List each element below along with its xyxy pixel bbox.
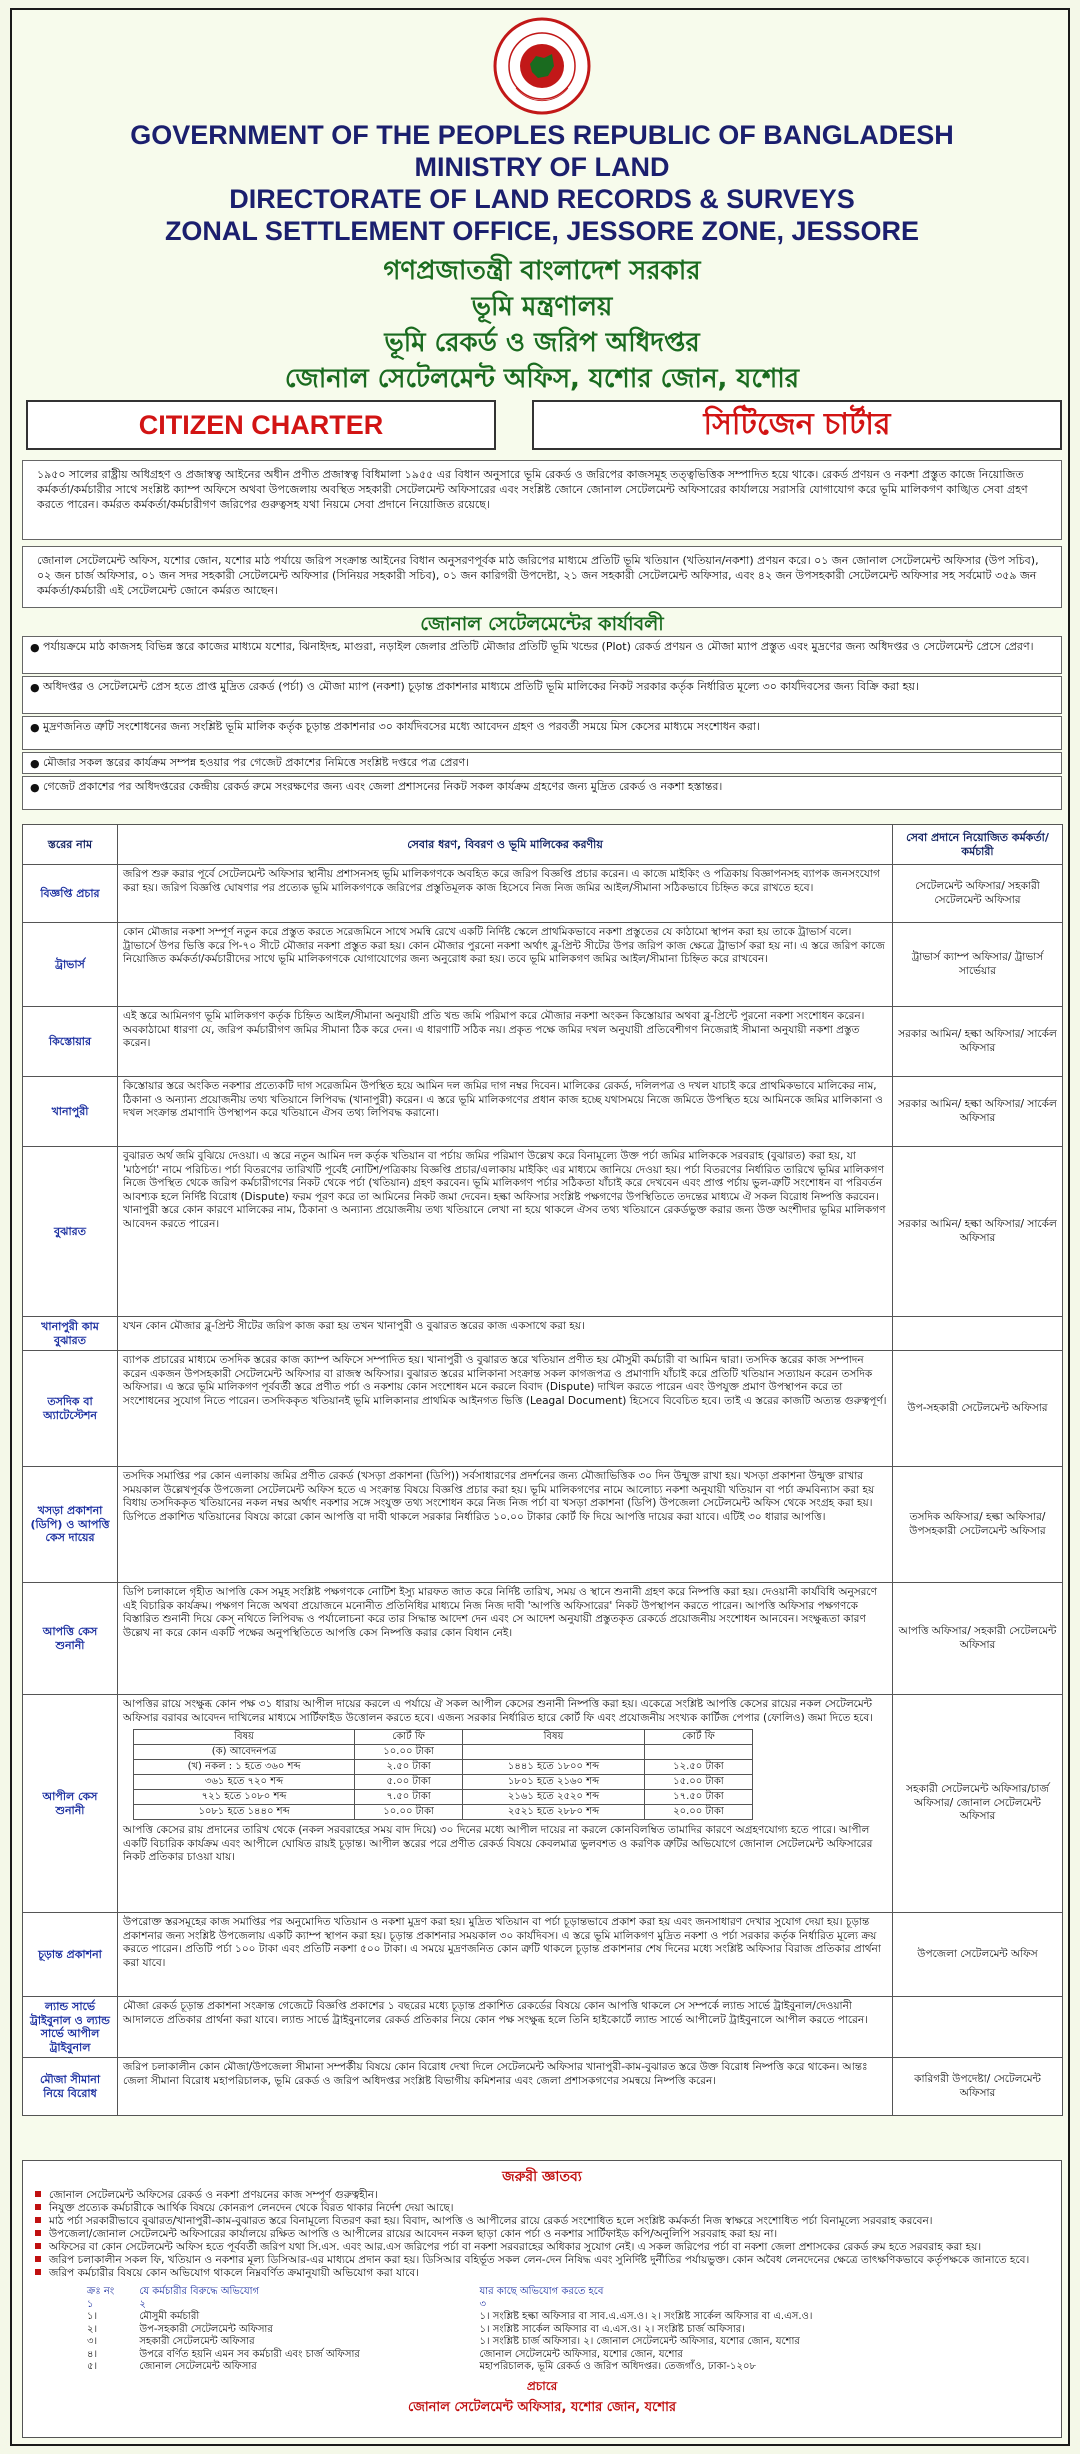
bullet-icon <box>35 2256 41 2262</box>
table-row: খানাপুরী কাম বুঝারত যখন কোন মৌজার ব্লু-প্রিন্ট সীটের জরিপ কাজ করা হয় তখন খানাপুরী ও বুঝারত স্তরের কাজ একসাথে করা হয়। <box>23 1317 1063 1351</box>
col-header-stage: স্তরের নাম <box>23 825 118 865</box>
list-item: জরিপ কর্মচারীর বিষয়ে কোন অভিযোগ থাকলে নিম্নবর্ণিত ক্রমানুযায়ী অভিযোগ করা যাবে। <box>23 2267 1061 2280</box>
fee-table <box>133 1729 753 1820</box>
table-row: ১০৮১ হতে ১৪৪০ শব্দ ১০.০০ টাকা ২৫২১ হতে ২৮৮০ শব্দ ২০.০০ টাকা <box>134 1805 753 1820</box>
list-item: জোনাল সেটেলমেন্ট অফিসের রেকর্ড ও নকশা প্রণয়নের কাজ সম্পূর্ণ গুরুত্বহীন। <box>23 2189 1061 2202</box>
col-header-description: সেবার ধরণ, বিবরণ ও ভূমি মালিকের করণীয় <box>118 825 893 865</box>
table-row: ১। মৌসুমী কর্মচারী ১। সংশ্লিষ্ট হল্কা অফিসার বা সাব.এ.এস.ও। ২। সংশ্লিষ্ট সার্কেল অফিসার বা এ.এস.ও। <box>87 2311 813 2322</box>
table-row: ল্যান্ড সার্ভে ট্রাইবুনাল ও ল্যান্ড সার্ভে আপীল ট্রাইবুনাল মৌজা রেকর্ড চূড়ান্ত প্রকাশনা সংক্রান্ত গেজেটে বিজ্ঞপ্তি প্রকাশের ১ বছরের মধ্যে চূড়ান্ত প্রকাশিত রেকর্ডের বিষয়ে কোন আপত্তি থাকলে সে সম্পর্কে ল্যান্ড সার্ভে ট্রাইবুনাল/দেওয়ানী আদালতে প্রতিকার প্রার্থনা করা যাবে। ল্যান্ড সার্ভে ট্রাইবুনালের রেকর্ড প্রতিকার নিয়ে কোন পক্ষ সংক্ষুব্ধ হলে তিনি হাইকোর্টে ল্যান্ড সার্ভে আপীলেট ট্রাইবুনালে আপীল করতে পারেন। <box>23 1997 1063 2058</box>
table-row: ৪। উপরে বর্ণিত হয়নি এমন সব কর্মচারী এবং চার্জ অফিসার জোনাল সেটেলমেন্ট অফিসার, যশোর জোন, যশোর <box>87 2348 683 2360</box>
fee-col-fee: কোর্ট ফি <box>355 1730 463 1745</box>
citizen-charter-page <box>10 8 1070 2446</box>
table-row: বিজ্ঞপ্তি প্রচার জরিপ শুরু করার পূর্বে সেটেলমেন্ট অফিসার স্থানীয় প্রশাসনসহ ভূমি মালিকগণকে অবহিত করে জরিপ বিজ্ঞপ্তি প্রচার করেন। এ কাজে মাইকিং ও পত্রিকায় বিজ্ঞাপনসহ ব্যাপক জনসংযোগ করা হয়। জরিপ বিজ্ঞপ্তি ঘোষণার পর প্রত্যেক ভূমি মালিকগণকে জরিপের প্রস্তুতিমূলক কাজ হিসেবে নিজ নিজ জমির আইল/সীমানা সঠিকভাবে চিহ্নিত করে রাখতে হবে। সেটেলমেন্ট অফিসার/ সহকারী সেটেলমেন্ট অফিসার <box>23 865 1063 923</box>
fee-col-item-2: বিষয় <box>463 1730 645 1745</box>
table-row: ৫। জোনাল সেটেলমেন্ট অফিসার মহাপরিচালক, ভূমি রেকর্ড ও জরিপ অধিদপ্তর। তেজগাঁও, ঢাকা-১২০৮ <box>87 2361 756 2372</box>
table-row: তসদিক বা অ্যাটেস্টেশন ব্যাপক প্রচারের মাধ্যমে তসদিক স্তরের কাজ ক্যাম্প অফিসে সম্পাদিত হয়। খানাপুরী ও বুঝারত স্তরে খতিয়ান প্রণীত হয় মৌসুমী কর্মচারী বা আমিন দ্বারা। তসদিক স্তরের কাজ সম্পাদন করেন একজন উপসহকারী সেটেলমেন্ট অফিসার বা রাজস্ব অফিসার। বুঝারত স্তরের মালিকানা সংক্রান্ত সকল কাগজপত্র ও প্রমাণাদি যাঁচাই করে প্রতিটি খতিয়ান সত্যায়ন করেন তসদিক অফিসার। এ স্তরে ভূমি মালিকগণ পূর্ববর্তী স্তরে প্রণীত পর্চা ও নকশায় কোন সংশোধন মনে করলে বিবাদ (Dispute) দাখিল করতে পারেন এবং উপযুক্ত প্রমাণ উপস্থাপন করে তা সংশোধনের সুযোগ নিতে পারেন। তসদিককৃত খতিয়ানই ভূমি মালিকানার প্রাথমিক আইনগত ভিত্তি (Leagal Document) হিসেবে বিবেচিত হবে। তাই এ স্তরের কাজটি অত্যন্ত গুরুত্বপূর্ণ। উপ-সহকারী সেটেলমেন্ট অফিসার <box>23 1351 1063 1467</box>
activity-item: ● পর্যায়ক্রমে মাঠ কাজসহ বিভিন্ন স্তরে কাজের মাধ্যমে যশোর, ঝিনাইদহ, মাগুরা, নড়াইল জেলার প্রতিটি মৌজার প্রতিটি ভূমি খন্ডের (Plot) রেকর্ড প্রণয়ন ও মৌজা ম্যাপ প্রস্তুত এবং মুদ্রণের জন্য অধিদপ্তর ও সেটেলমেন্ট প্রেসে প্রেরণ। <box>22 636 1062 674</box>
activity-item: ● গেজেট প্রকাশের পর অধিদপ্তরের কেন্দ্রীয় রেকর্ড রুমে সংরক্ষণের জন্য এবং জেলা প্রশাসনের নিকট সকল কার্যক্রম গ্রহণের জন্য মুদ্রিত রেকর্ড ও নকশা হস্তান্তর। <box>22 776 1062 810</box>
table-row: (ক) আবেদনপত্র ১০.০০ টাকা <box>134 1745 753 1760</box>
table-row: খানাপুরী কিস্তোয়ার স্তরে অংকিত নকশার প্রত্যেকটি দাগ সরেজমিন উপস্থিত হয়ে আমিন দল জমির দাগ নম্বর দিবেন। মালিকের রেকর্ড, দলিলপত্র ও দখল যাচাই করে প্রাথমিকভাবে মালিকের নাম, ঠিকানা ও অন্যান্য প্রয়োজনীয় তথ্য খতিয়ানে লিপিবদ্ধ (খানাপুরী) করেন। এ স্তরে ভূমি মালিকগণের প্রধান কাজ হচ্ছে যথাসময়ে নিজে জমিতে উপস্থিত হয়ে আমিনকে জমির মালিকানা ও দখল সংক্রান্ত প্রমাণাদি উপস্থাপন করে খতিয়ানে ঐসব তথ্য লিপিবদ্ধ করানো। সরকার আমিন/ হল্কা অফিসার/ সার্কেল অফিসার <box>23 1077 1063 1147</box>
list-item: জরিপ চলাকালীন সকল ফি, খতিয়ান ও নকশার মূল্য ডিসিআর-এর মাধ্যমে প্রদান করা হয়। ডিসিআর বহির্ভূত সকল লেন-দেন নিষিদ্ধ এবং সুনির্দিষ্ট দুর্নীতির পর্যায়ভুক্ত। কোন অবৈধ লেনদেনের ক্ষেত্রে তাৎক্ষণিকভাবে কর্তৃপক্ষকে জানাতে হবে। <box>23 2254 1061 2267</box>
intro-paragraph: ১৯৫০ সালের রাষ্ট্রীয় অধিগ্রহণ ও প্রজাস্বত্ব আইনের অধীন প্রণীত প্রজাস্বত্ব বিধিমালা ১৯৫৫ এর বিধান অনুসারে ভূমি রেকর্ড ও জরিপের কাজসমূহ তত্ত্বভিত্তিক সম্পাদিত হয়ে থাকে। রেকর্ড প্রণয়ন ও নকশা প্রস্তুত কাজে নিয়োজিত কর্মকর্তা/কর্মচারীর সাথে সংশ্লিষ্ট ক্যাম্প অফিসে অথবা উপজেলায় অবস্থিত সহকারী সেটেলমেন্ট অফিসারের এবং সংশ্লিষ্ট জোনে জোনাল সেটেলমেন্ট অফিসারের কার্যালয়ে সরাসরি যোগাযোগ করে ভূমি মালিকগণ কাঙ্খিত সেবা গ্রহণ করতে পারেন। কর্মরত কর্মকর্তা/কর্মচারীগণ জরিপের গুরুত্বসহ যথা নিয়মে সেবা প্রদানে নিয়োজিত রয়েছে। <box>22 460 1062 540</box>
title-office: ZONAL SETTLEMENT OFFICE, JESSORE ZONE, JESSORE <box>164 216 920 246</box>
title-ministry-bn: ভূমি মন্ত্রণালয় <box>471 292 613 322</box>
bullet-icon <box>35 2269 41 2275</box>
table-row: আপীল কেস শুনানী আপত্তির রায়ে সংক্ষুব্ধ কোন পক্ষ ৩১ ধারায় আপীল দায়ের করলে এ পর্যায়ে ঐ সকল আপীল কেসের শুনানী নিষ্পত্তি করা হয়। একেত্রে সংশ্লিষ্ট আপত্তি কেসের রায়ের নকল সেটেলমেন্ট অফিসার বরাবর আবেদন দাখিলের মাধ্যমে সার্টিফাইড উত্তোলন করতে হবে। এজন্য সরকার নির্ধারিত হারে কোর্ট ফি এবং প্রযোজনীয় সংখ্যক কার্টিজ পেপার (ফোলিও) জমা দিতে হবে। বিষয় কোর্ট ফি বিষয় কোর্ট ফি (ক) আবেদনপত্র ১০.০০ টাকা (খ) নকল : ১ হতে ৩৬০ শব্দ ২.৫০ টাকা ১৪৪১ হতে ১৮০০ শব্দ ১২.৫০ টাকা ৩৬১ হতে ৭২০ শব্দ ৫.০০ টাকা ১৮০১ হতে ২১৬০ শব্দ ১৫.০০ টাকা ৭২১ হতে ১০৮০ শব্দ ৭.৫০ টাকা ২১৬১ হতে ২৫২০ শব্দ ১৭.৫০ টাকা ১০৮১ হতে ১৪৪০ শব্দ ১০.০০ টাকা ২৫২১ হতে ২৮৮০ শব্দ ২০.০০ টাকা আপত্তি কেসের রায় প্রদানের তারিখ থেকে (নকল সরবরাহের সময় বাদ দিয়ে) ৩০ দিনের মধ্যে আপীল দায়ের না করলে কোনবিলম্বিত তামাদির কারণে অগ্রহণযোগ্য হতে পারে। আপীল একটি বিচারিক কার্যক্রম এবং আপীলে ঘোষিত রায়ই চূড়ান্ত। আপীল স্তরের পরে প্রণীত রেকর্ড বিষয়ে কেবলমাত্র ভুলবশত ও করণিক ত্রুটির অভিযোগে জোনাল সেটেলমেন্ট অফিসারের নিকট প্রতিকার চাওয়া যায়। সহকারী সেটেলমেন্ট অফিসার/চার্জ অফিসার/ জোনাল সেটেলমেন্ট অফিসার <box>23 1695 1063 1913</box>
bullet-icon: ● <box>30 721 40 734</box>
table-row: ২। উপ-সহকারী সেটেলমেন্ট অফিসার ১। সংশ্লিষ্ট সার্কেল অফিসার বা এ.এস.ও। ২। সংশ্লিষ্ট চার্জ অফিসার। <box>87 2323 745 2335</box>
col-header-officer: সেবা প্রদানে নিয়োজিত কর্মকর্তা/কর্মচারী <box>893 825 1063 865</box>
table-row: চূড়ান্ত প্রকাশনা উপরোক্ত স্তরসমূহের কাজ সমাপ্তির পর অনুমোদিত খতিয়ান ও নকশা মুদ্রণ করা হয়। মুদ্রিত খতিয়ান বা পর্চা চূড়ান্তভাবে প্রকাশ করা হয় এবং জনসাধারণ দেখার সুযোগ দেয়া হয়। চূড়ান্ত প্রকাশনার জন্য সংশ্লিষ্ট উপজেলায় একটি ক্যাম্প স্থাপন করা হয়। চূড়ান্ত প্রকাশনার সময়কাল ৩০ কার্যদিবস। এ স্তরে ভূমি মালিকগণ মুদ্রিত নকশা ও পর্চা সরকার কর্তৃক নির্ধারিত মূল্যে ক্রয় করতে পারেন। প্রতিটি পর্চা ১০০ টাকা এবং প্রতিটি নকশা ৫০০ টাকা। এ সময়ে মুদ্রণজনিত কোন ত্রুটি থাকলে চূড়ান্ত প্রকাশনার শেষ দিনের মধ্যে সংশ্লিষ্ট অফিসার বিরাজ প্রতিকার প্রার্থনা করা যাবে। উপজেলা সেটেলমেন্ট অফিস <box>23 1913 1063 1997</box>
list-item: উপজেলা/জোনাল সেটেলমেন্ট অফিসারের কার্যালয়ে রক্ষিত আপত্তি ও আপীলের রায়ের আবেদন নকল ছাড়া কোন পর্চা ও নকশার সার্টিফাইড কপি/অনুলিপি সরবরাহ করা হয় না। <box>23 2228 1061 2241</box>
title-directorate-bn: ভূমি রেকর্ড ও জরিপ অধিদপ্তর <box>384 328 700 358</box>
title-office-bn: জোনাল সেটেলমেন্ট অফিস, যশোর জোন, যশোর <box>284 364 800 394</box>
fee-col-item: বিষয় <box>134 1730 355 1745</box>
activity-item: ● মৌজার সকল স্তরের কার্যক্রম সম্পন্ন হওয়ার পর গেজেট প্রকাশের নিমিত্তে সংশ্লিষ্ট দপ্তরে পত্র প্রেরণ। <box>22 752 1062 774</box>
title-government-bn: গণপ্রজাতন্ত্রী বাংলাদেশ সরকার <box>383 256 701 286</box>
bullet-icon <box>35 2191 41 2197</box>
activity-item: ● অধিদপ্তর ও সেটেলমেন্ট প্রেস হতে প্রাপ্ত মুদ্রিত রেকর্ড (পর্চা) ও মৌজা ম্যাপ (নকশা) চূড়ান্ত প্রকাশনার মাধ্যমে প্রতিটি ভূমি মালিকের নিকট সরকার কর্তৃক নির্ধারিত মূল্যে ৩০ কার্যদিবসের জন্য বিক্রি করা হয়। <box>22 676 1062 714</box>
list-item: মাঠ পর্চা সরকারীভাবে বুঝারত/খানাপুরী-কাম-বুঝারত স্তরে বিনামূল্যে বিতরণ করা হয়। বিবাদ, আপত্তি ও আপীলের রায়ে রেকর্ড সংশোধিত হলে সংশ্লিষ্ট কর্মকর্তা নিজ স্বাক্ষরে সংশোধিত পর্চা বিনামূল্যে সরবরাহ করবেন। <box>23 2215 1061 2228</box>
appeal-note: আপত্তি কেসের রায় প্রদানের তারিখ থেকে (নকল সরবরাহের সময় বাদ দিয়ে) ৩০ দিনের মধ্যে আপীল দায়ের না করলে কোনবিলম্বিত তামাদির কারণে অগ্রহণযোগ্য হতে পারে। আপীল একটি বিচারিক কার্যক্রম এবং আপীলে ঘোষিত রায়ই চূড়ান্ত। আপীল স্তরের পরে প্রণীত রেকর্ড বিষয়ে কেবলমাত্র ভুলবশত ও করণিক ত্রুটির অভিযোগে জোনাল সেটেলমেন্ট অফিসারের নিকট প্রতিকার চাওয়া যায়। <box>123 1824 873 1863</box>
notes-title: জরুরী জ্ঞাতব্য <box>502 2169 582 2185</box>
publisher: জোনাল সেটেলমেন্ট অফিসার, যশোর জোন, যশোর <box>408 2399 676 2415</box>
bullet-icon <box>35 2204 41 2210</box>
citizen-charter-title-bn: সিটিজেন চার্টার <box>532 400 1062 450</box>
bullet-icon <box>35 2243 41 2249</box>
table-row: বুঝারত বুঝারত অর্থ জমি বুঝিয়ে দেওয়া। এ স্তরে নতুন আমিন দল কর্তৃক খতিয়ান বা পর্চায় জমির পরিমাণ উল্লেখ করে বিনামূল্যে উক্ত পর্চা জমির মালিককে সরবরাহ (বুঝারত) করা হয়, যা 'মাঠপর্চা' নামে পরিচিত। পর্চা বিতরণের তারিখটি পূর্বেই নোটিশ/পত্রিকায় বিজ্ঞপ্তি প্রচার/এলাকায় মাইকিং এর মাধ্যমে জানিয়ে দেওয়া হয়। পর্চা বিতরণের নির্ধারিত তারিখে ভূমির মালিকগণ নিজে উপস্থিত থেকে জরিপ কর্মচারীগণের নিকট থেকে পর্চা (খতিয়ান) গ্রহণ করবেন। ভূমি মালিকগণ পর্চার সঠিকতা যাঁচাই করে দেখবেন এবং প্রাপ্ত পর্চায় ভুল-ত্রুটি সংশোধন বা পরিবর্তন আবশ্যক হলে নির্দিষ্ট বিরোধ (Dispute) ফরম পূরণ করে তা আমিনের নিকট জমা দেবেন। হল্কা অফিসার সংশ্লিষ্ট পক্ষগণের উপস্থিতিতে তদন্তের মাধ্যমে ঐ সকল বিরোধ নিষ্পত্তি করবেন। খানাপুরী স্তরে কোন কারণে মালিকের নাম, ঠিকানা ও অন্যান্য প্রয়োজনীয় তথ্য খতিয়ানে লেখা না হয়ে থাকলে ঐসব তথ্য খতিয়ানে রেকর্ডভুক্ত করার জন্য উক্ত অংশীদার ভূমির মালিকগণ আবেদন করতে পারেন। সরকার আমিন/ হল্কা অফিসার/ সার্কেল অফিসার <box>23 1147 1063 1317</box>
fee-col-fee-2: কোর্ট ফি <box>644 1730 752 1745</box>
title-directorate: DIRECTORATE OF LAND RECORDS & SURVEYS <box>229 184 855 214</box>
bullet-icon <box>35 2217 41 2223</box>
activity-item: ● মুদ্রণজনিত ত্রুটি সংশোধনের জন্য সংশ্লিষ্ট ভূমি মালিক কর্তৃক চূড়ান্ত প্রকাশনার ৩০ কার্যদিবসের মধ্যে আবেদন গ্রহণ ও পরবর্তী সময়ে মিস কেসের মাধ্যমে সংশোধন করা। <box>22 716 1062 750</box>
table-row: ৩। সহকারী সেটেলমেন্ট অফিসার ১। সংশ্লিষ্ট চার্জ অফিসার। ২। জোনাল সেটেলমেন্ট অফিসার, যশোর জোন, যশোর <box>87 2336 800 2347</box>
table-row: (খ) নকল : ১ হতে ৩৬০ শব্দ ২.৫০ টাকা ১৪৪১ হতে ১৮০০ শব্দ ১২.৫০ টাকা <box>134 1760 753 1775</box>
appeal-description: আপত্তির রায়ে সংক্ষুব্ধ কোন পক্ষ ৩১ ধারায় আপীল দায়ের করলে এ পর্যায়ে ঐ সকল আপীল কেসের শুনানী নিষ্পত্তি করা হয়। একেত্রে সংশ্লিষ্ট আপত্তি কেসের রায়ের নকল সেটেলমেন্ট অফিসার বরাবর আবেদন দাখিলের মাধ্যমে সার্টিফাইড উত্তোলন করতে হবে। এজন্য সরকার নির্ধারিত হারে কোর্ট ফি এবং প্রযোজনীয় সংখ্যক কার্টিজ পেপার (ফোলিও) জমা দিতে হবে। <box>123 1698 873 1724</box>
title-government: GOVERNMENT OF THE PEOPLES REPUBLIC OF BANGLADESH <box>130 120 954 150</box>
publisher-label: প্রচারে <box>526 2378 558 2393</box>
bullet-icon: ● <box>30 641 40 654</box>
important-notes <box>22 2160 1062 2438</box>
services-table <box>22 824 1063 2116</box>
complaint-table: ক্রঃ নং যে কর্মচারীর বিরুদ্ধে অভিযোগ যার কাছে অভিযোগ করতে হবে ১ ২ ৩ ১। মৌসুমী কর্মচারী ১। সংশ্লিষ্ট হল্কা অফিসার বা সাব.এ.এস.ও। ২। সংশ্লিষ্ট সার্কেল অফিসার বা এ.এস.ও। ২। উপ-সহকারী সেটেলমেন্ট অফিসার ১। সংশ্লিষ্ট সার্কেল অফিসার বা এ.এস.ও। ২। সংশ্লিষ্ট চার্জ অফিসার। ৩। সহকারী সেটেলমেন্ট অফিসার ১। সংশ্লিষ্ট চার্জ অফিসার। ২। জোনাল সেটেলমেন্ট অফিসার, যশোর জোন, যশোর ৪। উপরে বর্ণিত হয়নি এমন সব কর্মচারী এবং চার্জ অফিসার জোনাল সেটেলমেন্ট অফিসার, যশোর জোন, যশোর ৫। জোনাল সেটেলমেন্ট অফিসার মহাপরিচালক, ভূমি রেকর্ড ও জরিপ অধিদপ্তর। তেজগাঁও, ঢাকা-১২০৮ <box>83 2286 983 2374</box>
bullet-icon: ● <box>30 681 40 694</box>
list-item: অফিসের বা কোন সেটেলমেন্ট অফিস হতে পূর্ববর্তী জরিপ যথা সি.এস. এবং আর.এস জরিপের পর্চা বা নকশা সরবরাহের অধিকার সুযোগ নেই। এ সকল জরিপের পর্চা বা নকশা জেলা প্রশাসকের রেকর্ড রুম হতে সরবরাহ করা হয়। <box>23 2241 1061 2254</box>
table-row: ট্রাভার্স কোন মৌজার নকশা সম্পূর্ণ নতুন করে প্রস্তুত করতে সরেজমিনে সাথে সমন্বি রেখে একটি নির্দিষ্ট স্কেলে প্রাথমিকভাবে নকশা প্রস্তুতের যে কাঠামো স্থাপন করা হয় তাকে ট্রাভার্স বলে। ট্রাভার্সে উপর ভিত্তি করে পি-৭০ সীটে মৌজার নকশা প্রস্তুত করা হয়। কোন মৌজার পুরনো নকশা অর্থাৎ ব্লু-প্রিন্ট সীটের উপর জরিপ কাজ ক্ষেত্রে ট্রাভার্স করা হয় না। এ স্তরে জরিপ কাজে নিয়োজিত কর্মকর্তা/কর্মচারীদের সাথে ভূমি মালিকগণকে যোগাযোগের জন্য অনুরোধ করা হয়। তবে ভূমি মালিকগণ জমির আইল/সীমানা চিহ্নিত করে রাখবেন। ট্রাভার্স ক্যাম্প অফিসার/ ট্রাভার্স সার্ভেয়ার <box>23 923 1063 1007</box>
office-staff-paragraph: জোনাল সেটেলমেন্ট অফিস, যশোর জোন, যশোর মাঠ পর্যায়ে জরিপ সংক্রান্ত আইনের বিধান অনুসরণপূর্বক মাঠ জরিপের মাধ্যমে প্রতিটি ভূমি খতিয়ান (খতিয়ান/নকশা) প্রণয়ন করে। ০১ জন জোনাল সেটেলমেন্ট অফিসার (উপ সচিব), ০২ জন চার্জ অফিসার, ০১ জন সদর সহকারী সেটেলমেন্ট অফিসার (সিনিয়র সহকারী সচিব), ০১ জন কারিগরী উপদেষ্টা, ২১ জন সহকারী সেটেলমেন্ট অফিসার, এবং ৪২ জন উপসহকারী সেটেলমেন্ট অফিসার সহ সর্বমোট ৩৫৯ জন কর্মকর্তা/কর্মচারী এই সেটেলমেন্ট জোনে কর্মরত আছেন। <box>22 546 1062 608</box>
bullet-icon: ● <box>30 757 40 770</box>
table-row: ৭২১ হতে ১০৮০ শব্দ ৭.৫০ টাকা ২১৬১ হতে ২৫২০ শব্দ ১৭.৫০ টাকা <box>134 1790 753 1805</box>
list-item: নিযুক্ত প্রত্যেক কর্মচারীকে আর্থিক বিষয়ে কোনরূপ লেনদেন থেকে বিরত থাকার নির্দেশ দেয়া আছে। <box>23 2202 1061 2215</box>
activities-heading: জোনাল সেটেলমেন্টের কার্যাবলী <box>420 613 664 635</box>
table-row: আপত্তি কেস শুনানী ডিপি চলাকালে গৃহীত আপত্তি কেস সমূহ সংশ্লিষ্ট পক্ষগণকে নোটিশ ইস্যু মারফত জাত করে নির্দিষ্ট তারিখ, সময় ও স্থানে শুনানী গ্রহণ করে নিষ্পত্তি করা হয়। দেওয়ানী কার্যবিধি অনুসরণে এই বিচারিক কার্যক্রম। পক্ষগণ নিজে অথবা প্রয়োজনে মনোনীত প্রতিনিধির মাধ্যমে নিজ নিজ দাবী 'আপত্তি অফিসারের' নিকট উপস্থাপন করতে পারেন। আপত্তি অফিসার পক্ষগণকে বিস্তারিত শুনানী দিয়ে কেস্ নথিতে লিপিবদ্ধ ও পর্যালোচনা করে তার সিদ্ধান্ত আদেশ দেন এবং সে আদেশ অনুযায়ী প্রস্তুতকৃত রেকর্ডে প্রয়োজনীয় সংশোধন আনবেন। সংক্ষুব্ধতা কারণ উল্লেখ না করে কোন একটি পক্ষের অনুপস্থিতিতে আপত্তি কেস নিষ্পত্তি করার কোন বিধান নেই। আপত্তি অফিসার/ সহকারী সেটেলমেন্ট অফিসার <box>23 1583 1063 1695</box>
table-row: কিস্তোয়ার এই স্তরে আমিনগণ ভূমি মালিকগণ কর্তৃক চিহ্নিত আইল/সীমানা অনুযায়ী প্রতি খন্ড জমি পরিমাপ করে মৌজার নকশা অংকন কিস্তোয়ার অথবা ব্লু-প্রিন্টে পুরনো নকশা সংশোধন করেন। অবকাঠামো ধারণা যে, জরিপ কর্মচারীগণ জমির সীমানা ঠিক করে দেন। এ ধারণাটি সঠিক নয়। প্রকৃত পক্ষে জমির দখল অনুযায়ী প্রতিবেশীগণ নিজেরাই সীমানা অনুযায়ী নকশা প্রস্তুত করেন। সরকার আমিন/ হল্কা অফিসার/ সার্কেল অফিসার <box>23 1007 1063 1077</box>
title-ministry: MINISTRY OF LAND <box>414 152 670 182</box>
table-row: ৩৬১ হতে ৭২০ শব্দ ৫.০০ টাকা ১৮০১ হতে ২১৬০ শব্দ ১৫.০০ টাকা <box>134 1775 753 1790</box>
government-emblem-icon <box>492 16 592 116</box>
bullet-icon: ● <box>30 781 40 794</box>
table-row: মৌজা সীমানা নিয়ে বিরোধ জরিপ চলাকালীন কোন মৌজা/উপজেলা সীমানা সম্পর্কীয় বিষয়ে কোন বিরোধ দেখা দিলে সেটেলমেন্ট অফিসার খানাপুরী-কাম-বুঝারত স্তরে উক্ত বিরোধ নিষ্পত্তি করে থাকেন। আন্তঃ জেলা সীমানা বিরোধ মহাপরিচালক, ভূমি রেকর্ড ও জরিপ অধিদপ্তর সংশ্লিষ্ট বিভাগীয় কমিশনার এবং জেলা প্রশাসকগণের সমন্বয়ে নিষ্পত্তি করেন। কারিগরী উপদেষ্টা/ সেটেলমেন্ট অফিসার <box>23 2058 1063 2116</box>
table-row: খসড়া প্রকাশনা (ডিপি) ও আপত্তি কেস দায়ের তসদিক সমাপ্তির পর কোন এলাকায় জমির প্রণীত রেকর্ড (খসড়া প্রকাশনা (ডিপি)) সর্বসাধারণের প্রদর্শনের জন্য মৌজাভিত্তিক ৩০ দিন উন্মুক্ত রাখা হয়। খসড়া প্রকাশনা উন্মুক্ত রাখার সময়কাল উল্লেখপূর্বক উপজেলা সেটেলমেন্ট অফিস হতে এ সংক্রান্ত বিষয়ে বিজ্ঞপ্তি প্রচার করা হয়। ভূমি মালিকগণের নামে আলোচ্য নকশা অনুযায়ী খতিয়ান বা পর্চা ক্রমবিন্যাস করা হয় বিধায় তসদিককৃত খতিয়ানের নকল নম্বর অর্থাৎ নকশার সঙ্গে সংযুক্ত তথ্য সংশোধন করে নিজ নিজ পর্চা বা খসড়া প্রকাশনা (ডিপি) উপজেলা সেটেলমেন্ট অফিস থেকে সংগ্রহ করা হয়। ডিপিতে প্রকাশিত খতিয়ানের বিষয়ে কারো কোন আপত্তি বা দাবী থাকলে সরকার নির্ধারিত ১০.০০ টাকার কোর্ট ফি দিয়ে আপত্তি দায়ের করা যাবে। এটিই ৩০ ধারার আপত্তি। তসদিক অফিসার/ হল্কা অফিসার/ উপসহকারী সেটেলমেন্ট অফিসার <box>23 1467 1063 1583</box>
bullet-icon <box>35 2230 41 2236</box>
citizen-charter-title: CITIZEN CHARTER <box>26 400 496 450</box>
